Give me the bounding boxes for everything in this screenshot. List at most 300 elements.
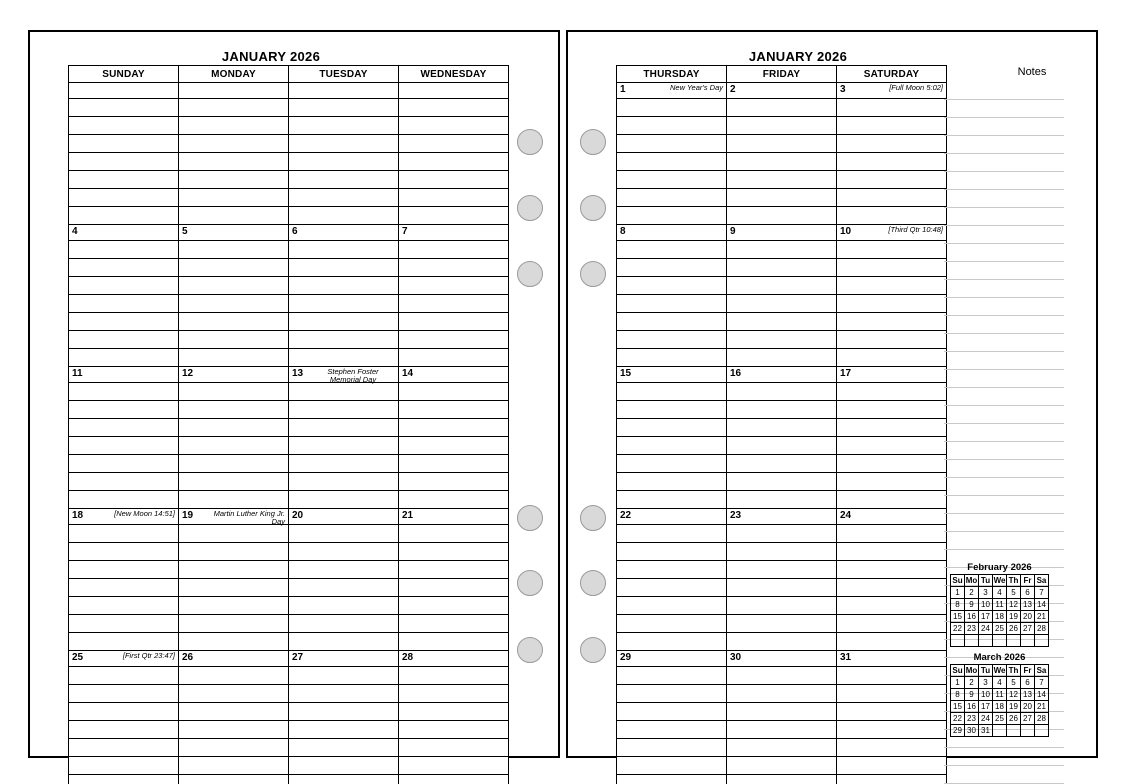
write-line[interactable] — [617, 401, 727, 419]
write-line[interactable] — [399, 331, 509, 349]
mini-day-cell[interactable]: 25 — [993, 623, 1007, 635]
notes-line[interactable] — [944, 532, 1064, 550]
write-line[interactable] — [179, 739, 289, 757]
mini-day-cell[interactable]: 20 — [1021, 611, 1035, 623]
write-line[interactable] — [837, 579, 947, 597]
write-line[interactable] — [289, 99, 399, 117]
mini-day-cell[interactable]: 29 — [951, 725, 965, 737]
day-cell[interactable] — [837, 83, 947, 99]
write-line[interactable] — [837, 703, 947, 721]
day-cell[interactable] — [69, 225, 179, 241]
write-line[interactable] — [69, 99, 179, 117]
write-line[interactable] — [617, 349, 727, 367]
write-line[interactable] — [179, 207, 289, 225]
write-line[interactable] — [727, 667, 837, 685]
mini-day-cell[interactable]: 24 — [979, 623, 993, 635]
day-cell[interactable] — [399, 367, 509, 383]
write-line[interactable] — [69, 135, 179, 153]
mini-day-cell[interactable]: 6 — [1021, 587, 1035, 599]
write-line[interactable] — [837, 491, 947, 509]
write-line[interactable] — [727, 597, 837, 615]
write-line[interactable] — [399, 615, 509, 633]
write-line[interactable] — [289, 349, 399, 367]
mini-day-cell[interactable] — [993, 725, 1007, 737]
mini-day-cell[interactable]: 26 — [1007, 623, 1021, 635]
day-cell[interactable] — [727, 367, 837, 383]
mini-day-cell[interactable] — [979, 635, 993, 647]
notes-line[interactable] — [944, 280, 1064, 298]
mini-day-cell[interactable]: 7 — [1035, 677, 1049, 689]
write-line[interactable] — [289, 739, 399, 757]
mini-day-cell[interactable]: 10 — [979, 599, 993, 611]
mini-day-cell[interactable]: 5 — [1007, 677, 1021, 689]
write-line[interactable] — [399, 667, 509, 685]
write-line[interactable] — [617, 579, 727, 597]
write-line[interactable] — [399, 739, 509, 757]
notes-line[interactable] — [944, 334, 1064, 352]
day-cell[interactable] — [289, 225, 399, 241]
write-line[interactable] — [837, 295, 947, 313]
write-line[interactable] — [69, 491, 179, 509]
notes-line[interactable] — [944, 208, 1064, 226]
write-line[interactable] — [69, 579, 179, 597]
write-line[interactable] — [179, 597, 289, 615]
write-line[interactable] — [179, 703, 289, 721]
mini-day-cell[interactable] — [1021, 635, 1035, 647]
mini-day-cell[interactable]: 13 — [1021, 689, 1035, 701]
write-line[interactable] — [837, 331, 947, 349]
day-cell[interactable] — [69, 367, 179, 383]
day-cell[interactable] — [289, 651, 399, 667]
mini-day-cell[interactable]: 28 — [1035, 623, 1049, 635]
write-line[interactable] — [289, 331, 399, 349]
write-line[interactable] — [179, 579, 289, 597]
write-line[interactable] — [289, 685, 399, 703]
write-line[interactable] — [617, 455, 727, 473]
write-line[interactable] — [399, 277, 509, 295]
write-line[interactable] — [727, 383, 837, 401]
write-line[interactable] — [399, 775, 509, 784]
write-line[interactable] — [289, 171, 399, 189]
write-line[interactable] — [727, 685, 837, 703]
write-line[interactable] — [837, 739, 947, 757]
write-line[interactable] — [69, 667, 179, 685]
mini-day-cell[interactable] — [965, 635, 979, 647]
write-line[interactable] — [837, 561, 947, 579]
mini-day-cell[interactable]: 4 — [993, 677, 1007, 689]
write-line[interactable] — [617, 277, 727, 295]
notes-line[interactable] — [944, 424, 1064, 442]
write-line[interactable] — [399, 703, 509, 721]
write-line[interactable] — [69, 561, 179, 579]
day-cell[interactable] — [837, 651, 947, 667]
notes-line[interactable] — [944, 100, 1064, 118]
write-line[interactable] — [289, 135, 399, 153]
day-cell[interactable] — [617, 83, 727, 99]
day-cell[interactable] — [69, 509, 179, 525]
write-line[interactable] — [837, 437, 947, 455]
mini-day-cell[interactable]: 7 — [1035, 587, 1049, 599]
write-line[interactable] — [399, 419, 509, 437]
write-line[interactable] — [69, 615, 179, 633]
write-line[interactable] — [179, 349, 289, 367]
write-line[interactable] — [837, 349, 947, 367]
day-cell[interactable] — [617, 651, 727, 667]
mini-day-cell[interactable]: 21 — [1035, 701, 1049, 713]
write-line[interactable] — [179, 437, 289, 455]
mini-day-cell[interactable]: 23 — [965, 623, 979, 635]
write-line[interactable] — [399, 153, 509, 171]
write-line[interactable] — [617, 419, 727, 437]
mini-day-cell[interactable]: 16 — [965, 611, 979, 623]
day-cell[interactable] — [617, 367, 727, 383]
mini-day-cell[interactable] — [1007, 635, 1021, 647]
write-line[interactable] — [179, 401, 289, 419]
write-line[interactable] — [617, 561, 727, 579]
write-line[interactable] — [399, 171, 509, 189]
day-cell[interactable] — [399, 509, 509, 525]
write-line[interactable] — [179, 117, 289, 135]
write-line[interactable] — [727, 153, 837, 171]
write-line[interactable] — [69, 473, 179, 491]
write-line[interactable] — [727, 561, 837, 579]
day-cell[interactable] — [399, 83, 509, 99]
notes-line[interactable] — [944, 82, 1064, 100]
write-line[interactable] — [617, 117, 727, 135]
day-cell[interactable] — [179, 651, 289, 667]
mini-day-cell[interactable]: 19 — [1007, 611, 1021, 623]
mini-day-cell[interactable]: 26 — [1007, 713, 1021, 725]
write-line[interactable] — [69, 703, 179, 721]
write-line[interactable] — [727, 757, 837, 775]
mini-day-cell[interactable]: 30 — [965, 725, 979, 737]
write-line[interactable] — [837, 117, 947, 135]
day-cell[interactable] — [289, 367, 399, 383]
write-line[interactable] — [179, 525, 289, 543]
write-line[interactable] — [289, 117, 399, 135]
write-line[interactable] — [399, 633, 509, 651]
write-line[interactable] — [69, 171, 179, 189]
mini-day-cell[interactable]: 27 — [1021, 713, 1035, 725]
write-line[interactable] — [69, 757, 179, 775]
write-line[interactable] — [69, 313, 179, 331]
write-line[interactable] — [617, 633, 727, 651]
day-cell[interactable] — [837, 225, 947, 241]
notes-line[interactable] — [944, 316, 1064, 334]
write-line[interactable] — [837, 383, 947, 401]
write-line[interactable] — [399, 189, 509, 207]
mini-day-cell[interactable]: 18 — [993, 701, 1007, 713]
mini-day-cell[interactable]: 4 — [993, 587, 1007, 599]
write-line[interactable] — [617, 241, 727, 259]
write-line[interactable] — [617, 259, 727, 277]
write-line[interactable] — [727, 99, 837, 117]
mini-day-cell[interactable] — [1007, 725, 1021, 737]
notes-line[interactable] — [944, 406, 1064, 424]
mini-day-cell[interactable]: 18 — [993, 611, 1007, 623]
notes-line[interactable] — [944, 478, 1064, 496]
write-line[interactable] — [837, 99, 947, 117]
write-line[interactable] — [179, 419, 289, 437]
write-line[interactable] — [727, 331, 837, 349]
write-line[interactable] — [837, 277, 947, 295]
notes-line[interactable] — [944, 766, 1064, 784]
write-line[interactable] — [727, 615, 837, 633]
write-line[interactable] — [399, 525, 509, 543]
write-line[interactable] — [179, 383, 289, 401]
write-line[interactable] — [69, 383, 179, 401]
write-line[interactable] — [179, 633, 289, 651]
write-line[interactable] — [179, 295, 289, 313]
write-line[interactable] — [617, 667, 727, 685]
mini-day-cell[interactable]: 23 — [965, 713, 979, 725]
day-cell[interactable] — [179, 83, 289, 99]
notes-line[interactable] — [944, 388, 1064, 406]
write-line[interactable] — [837, 241, 947, 259]
write-line[interactable] — [617, 189, 727, 207]
notes-line[interactable] — [944, 514, 1064, 532]
mini-day-cell[interactable]: 2 — [965, 587, 979, 599]
mini-day-cell[interactable]: 2 — [965, 677, 979, 689]
write-line[interactable] — [617, 473, 727, 491]
write-line[interactable] — [617, 383, 727, 401]
write-line[interactable] — [727, 703, 837, 721]
mini-day-cell[interactable]: 28 — [1035, 713, 1049, 725]
write-line[interactable] — [837, 775, 947, 784]
write-line[interactable] — [179, 473, 289, 491]
write-line[interactable] — [69, 721, 179, 739]
write-line[interactable] — [617, 135, 727, 153]
write-line[interactable] — [837, 525, 947, 543]
write-line[interactable] — [837, 419, 947, 437]
write-line[interactable] — [837, 473, 947, 491]
write-line[interactable] — [617, 331, 727, 349]
day-cell[interactable] — [179, 509, 289, 525]
write-line[interactable] — [727, 401, 837, 419]
notes-line[interactable] — [944, 172, 1064, 190]
mini-day-cell[interactable] — [1035, 635, 1049, 647]
write-line[interactable] — [289, 473, 399, 491]
day-cell[interactable] — [727, 509, 837, 525]
write-line[interactable] — [289, 455, 399, 473]
write-line[interactable] — [727, 207, 837, 225]
write-line[interactable] — [69, 153, 179, 171]
write-line[interactable] — [179, 313, 289, 331]
mini-day-cell[interactable]: 19 — [1007, 701, 1021, 713]
write-line[interactable] — [727, 349, 837, 367]
write-line[interactable] — [289, 207, 399, 225]
write-line[interactable] — [727, 739, 837, 757]
write-line[interactable] — [837, 135, 947, 153]
mini-day-cell[interactable]: 11 — [993, 599, 1007, 611]
day-cell[interactable] — [837, 367, 947, 383]
mini-day-cell[interactable]: 16 — [965, 701, 979, 713]
write-line[interactable] — [179, 543, 289, 561]
write-line[interactable] — [179, 171, 289, 189]
write-line[interactable] — [289, 667, 399, 685]
write-line[interactable] — [617, 313, 727, 331]
write-line[interactable] — [289, 579, 399, 597]
write-line[interactable] — [69, 259, 179, 277]
mini-day-cell[interactable]: 27 — [1021, 623, 1035, 635]
write-line[interactable] — [617, 525, 727, 543]
write-line[interactable] — [179, 775, 289, 784]
write-line[interactable] — [399, 685, 509, 703]
write-line[interactable] — [289, 419, 399, 437]
mini-day-cell[interactable]: 14 — [1035, 689, 1049, 701]
day-cell[interactable] — [69, 651, 179, 667]
write-line[interactable] — [727, 633, 837, 651]
write-line[interactable] — [69, 241, 179, 259]
write-line[interactable] — [179, 757, 289, 775]
write-line[interactable] — [179, 667, 289, 685]
write-line[interactable] — [837, 259, 947, 277]
day-cell[interactable] — [179, 367, 289, 383]
write-line[interactable] — [617, 99, 727, 117]
mini-day-cell[interactable] — [1021, 725, 1035, 737]
mini-day-cell[interactable]: 1 — [951, 677, 965, 689]
day-cell[interactable] — [837, 509, 947, 525]
mini-day-cell[interactable]: 10 — [979, 689, 993, 701]
write-line[interactable] — [399, 295, 509, 313]
write-line[interactable] — [727, 473, 837, 491]
write-line[interactable] — [69, 685, 179, 703]
write-line[interactable] — [727, 295, 837, 313]
day-cell[interactable] — [617, 225, 727, 241]
mini-day-cell[interactable]: 6 — [1021, 677, 1035, 689]
day-cell[interactable] — [289, 509, 399, 525]
write-line[interactable] — [399, 241, 509, 259]
notes-line[interactable] — [944, 298, 1064, 316]
write-line[interactable] — [837, 721, 947, 739]
notes-line[interactable] — [944, 190, 1064, 208]
write-line[interactable] — [837, 685, 947, 703]
mini-day-cell[interactable]: 17 — [979, 611, 993, 623]
write-line[interactable] — [179, 561, 289, 579]
write-line[interactable] — [837, 171, 947, 189]
write-line[interactable] — [837, 401, 947, 419]
write-line[interactable] — [289, 775, 399, 784]
write-line[interactable] — [179, 153, 289, 171]
day-cell[interactable] — [727, 225, 837, 241]
write-line[interactable] — [179, 99, 289, 117]
notes-line[interactable] — [944, 244, 1064, 262]
mini-day-cell[interactable]: 8 — [951, 599, 965, 611]
notes-line[interactable] — [944, 460, 1064, 478]
write-line[interactable] — [617, 703, 727, 721]
write-line[interactable] — [617, 739, 727, 757]
write-line[interactable] — [727, 313, 837, 331]
write-line[interactable] — [69, 277, 179, 295]
day-cell[interactable] — [399, 651, 509, 667]
write-line[interactable] — [399, 597, 509, 615]
write-line[interactable] — [399, 543, 509, 561]
write-line[interactable] — [289, 241, 399, 259]
write-line[interactable] — [399, 349, 509, 367]
write-line[interactable] — [837, 189, 947, 207]
day-cell[interactable] — [179, 225, 289, 241]
write-line[interactable] — [399, 259, 509, 277]
write-line[interactable] — [69, 775, 179, 784]
mini-day-cell[interactable] — [993, 635, 1007, 647]
mini-day-cell[interactable]: 24 — [979, 713, 993, 725]
write-line[interactable] — [617, 721, 727, 739]
write-line[interactable] — [69, 117, 179, 135]
write-line[interactable] — [399, 117, 509, 135]
notes-line[interactable] — [944, 118, 1064, 136]
write-line[interactable] — [69, 295, 179, 313]
write-line[interactable] — [617, 597, 727, 615]
write-line[interactable] — [69, 525, 179, 543]
write-line[interactable] — [617, 295, 727, 313]
mini-day-cell[interactable]: 17 — [979, 701, 993, 713]
write-line[interactable] — [289, 313, 399, 331]
mini-day-cell[interactable]: 13 — [1021, 599, 1035, 611]
mini-day-cell[interactable]: 3 — [979, 677, 993, 689]
write-line[interactable] — [727, 437, 837, 455]
write-line[interactable] — [179, 277, 289, 295]
write-line[interactable] — [837, 667, 947, 685]
write-line[interactable] — [399, 757, 509, 775]
write-line[interactable] — [837, 757, 947, 775]
write-line[interactable] — [727, 455, 837, 473]
write-line[interactable] — [289, 633, 399, 651]
write-line[interactable] — [289, 491, 399, 509]
write-line[interactable] — [289, 757, 399, 775]
write-line[interactable] — [179, 241, 289, 259]
notes-line[interactable] — [944, 136, 1064, 154]
write-line[interactable] — [289, 259, 399, 277]
notes-line[interactable] — [944, 154, 1064, 172]
write-line[interactable] — [617, 437, 727, 455]
write-line[interactable] — [69, 739, 179, 757]
notes-line[interactable] — [944, 442, 1064, 460]
mini-day-cell[interactable]: 22 — [951, 713, 965, 725]
notes-line[interactable] — [944, 370, 1064, 388]
write-line[interactable] — [837, 633, 947, 651]
write-line[interactable] — [289, 153, 399, 171]
write-line[interactable] — [289, 543, 399, 561]
notes-line[interactable] — [944, 496, 1064, 514]
write-line[interactable] — [69, 633, 179, 651]
mini-day-cell[interactable]: 11 — [993, 689, 1007, 701]
write-line[interactable] — [837, 543, 947, 561]
write-line[interactable] — [179, 259, 289, 277]
day-cell[interactable] — [617, 509, 727, 525]
write-line[interactable] — [617, 615, 727, 633]
write-line[interactable] — [617, 757, 727, 775]
write-line[interactable] — [727, 525, 837, 543]
write-line[interactable] — [399, 313, 509, 331]
write-line[interactable] — [399, 473, 509, 491]
write-line[interactable] — [69, 455, 179, 473]
mini-day-cell[interactable]: 20 — [1021, 701, 1035, 713]
day-cell[interactable] — [727, 651, 837, 667]
day-cell[interactable] — [289, 83, 399, 99]
write-line[interactable] — [399, 383, 509, 401]
write-line[interactable] — [399, 721, 509, 739]
write-line[interactable] — [727, 117, 837, 135]
mini-day-cell[interactable]: 14 — [1035, 599, 1049, 611]
mini-day-cell[interactable]: 8 — [951, 689, 965, 701]
write-line[interactable] — [289, 597, 399, 615]
write-line[interactable] — [727, 241, 837, 259]
write-line[interactable] — [727, 259, 837, 277]
write-line[interactable] — [727, 775, 837, 784]
write-line[interactable] — [69, 597, 179, 615]
mini-day-cell[interactable]: 5 — [1007, 587, 1021, 599]
write-line[interactable] — [179, 491, 289, 509]
